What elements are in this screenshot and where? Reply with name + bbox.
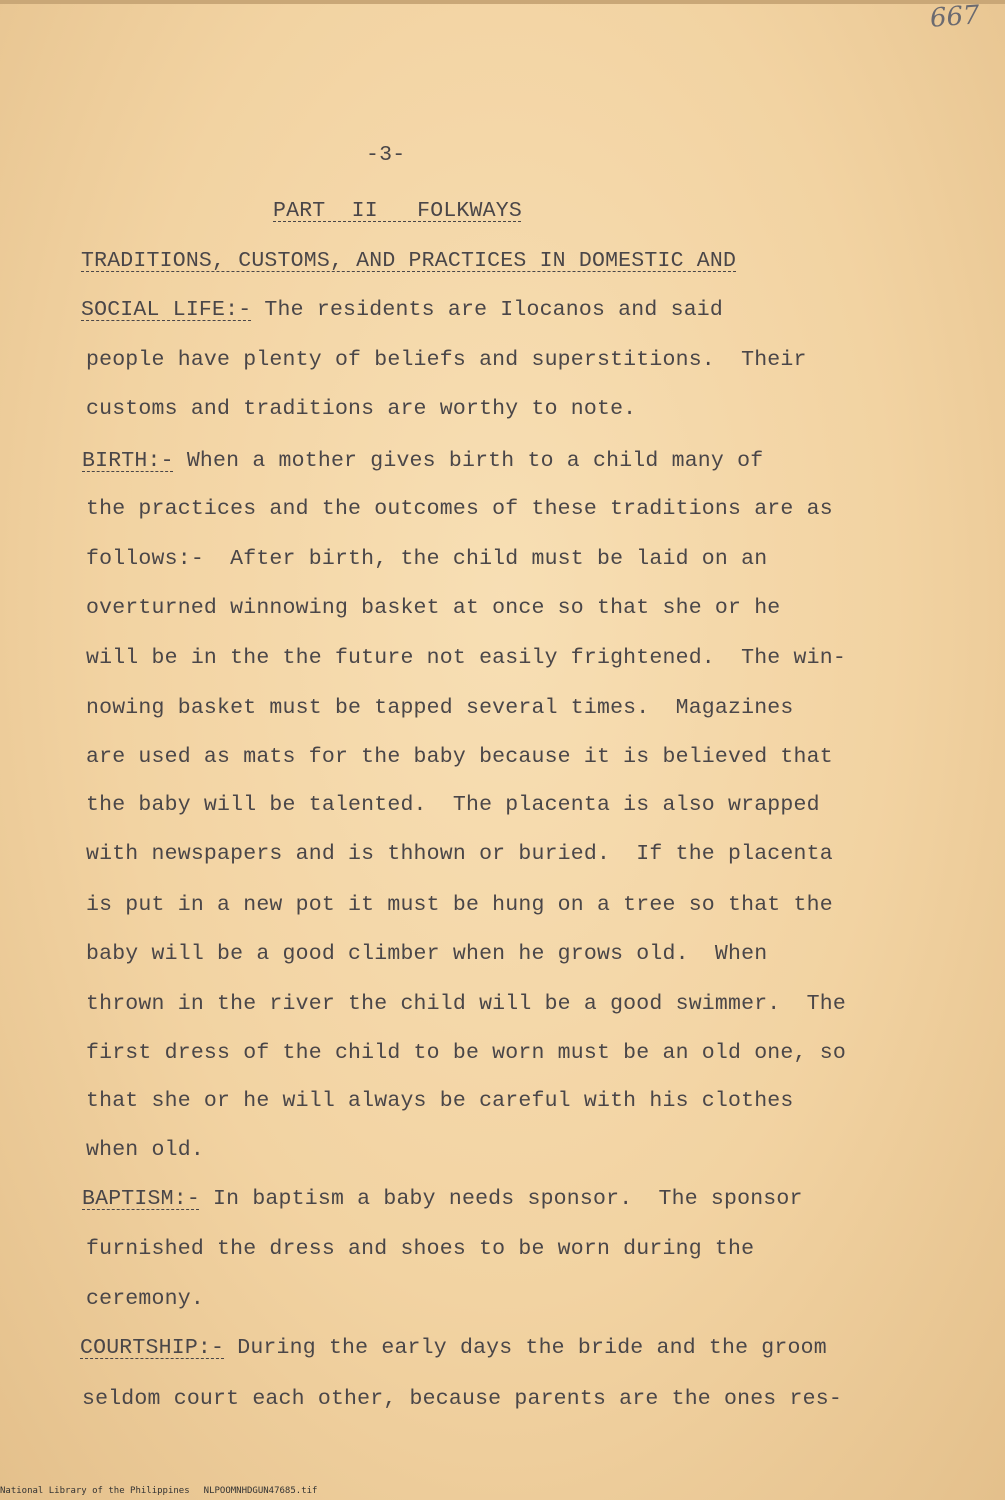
body-line: ceremony. [86,1287,204,1311]
page-top-edge [0,0,1005,4]
body-line: furnished the dress and shoes to be worn during the [86,1237,755,1261]
body-line: are used as mats for the baby because it is believed that [86,745,833,769]
body-line: first dress of the child to be worn must be an old one, so [86,1041,846,1065]
social-life-text: The residents are Ilocanos and said [251,298,724,322]
section-heading-line1: TRADITIONS, CUSTOMS, AND PRACTICES IN DOMESTIC AND [81,249,737,273]
baptism-label: BAPTISM:- [82,1187,200,1211]
section-heading-line2 [81,298,723,322]
footer-library: National Library of the Philippines [0,1486,190,1496]
body-line: nowing basket must be tapped several times. Magazines [86,696,794,720]
baptism-first-text: In baptism a baby needs sponsor. The sponsor [199,1187,803,1211]
page-number: -3- [366,143,406,167]
body-line: overturned winnowing basket at once so that she or he [86,596,781,620]
courtship-first-text: During the early days the bride and the groom [224,1336,827,1360]
body-line: thrown in the river the child will be a good swimmer. The [86,992,846,1016]
birth-paragraph-first-line [82,449,763,473]
part-heading: PART II FOLKWAYS [273,199,522,223]
birth-label: BIRTH:- [82,449,174,473]
body-line: will be in the the future not easily frightened. The win- [86,646,846,670]
body-line: with newspapers and is thhown or buried. If the placenta [86,842,833,866]
body-line: people have plenty of beliefs and superstitions. Their [86,348,807,372]
baptism-paragraph-first-line [82,1187,803,1211]
body-line: is put in a new pot it must be hung on a tree so that the [86,893,833,917]
body-line: when old. [86,1138,204,1162]
body-line: that she or he will always be careful with his clothes [86,1089,794,1113]
footer-filename: NLPOOMNHDGUN47685.tif [203,1486,318,1496]
courtship-paragraph-first-line [80,1336,827,1360]
courtship-label: COURTSHIP:- [80,1336,225,1360]
body-line: follows:- After birth, the child must be laid on an [86,547,768,571]
body-line: the baby will be talented. The placenta is also wrapped [86,793,820,817]
birth-first-text: When a mother gives birth to a child many of [173,449,764,473]
scan-footer [0,1486,331,1496]
social-life-label: SOCIAL LIFE:- [81,298,252,322]
body-line: customs and traditions are worthy to note. [86,397,637,421]
body-line: the practices and the outcomes of these traditions are as [86,497,833,521]
body-line: baby will be a good climber when he grows old. When [86,942,768,966]
body-line: seldom court each other, because parents are the ones res- [82,1387,842,1411]
handwritten-page-mark: 667 [929,0,981,34]
